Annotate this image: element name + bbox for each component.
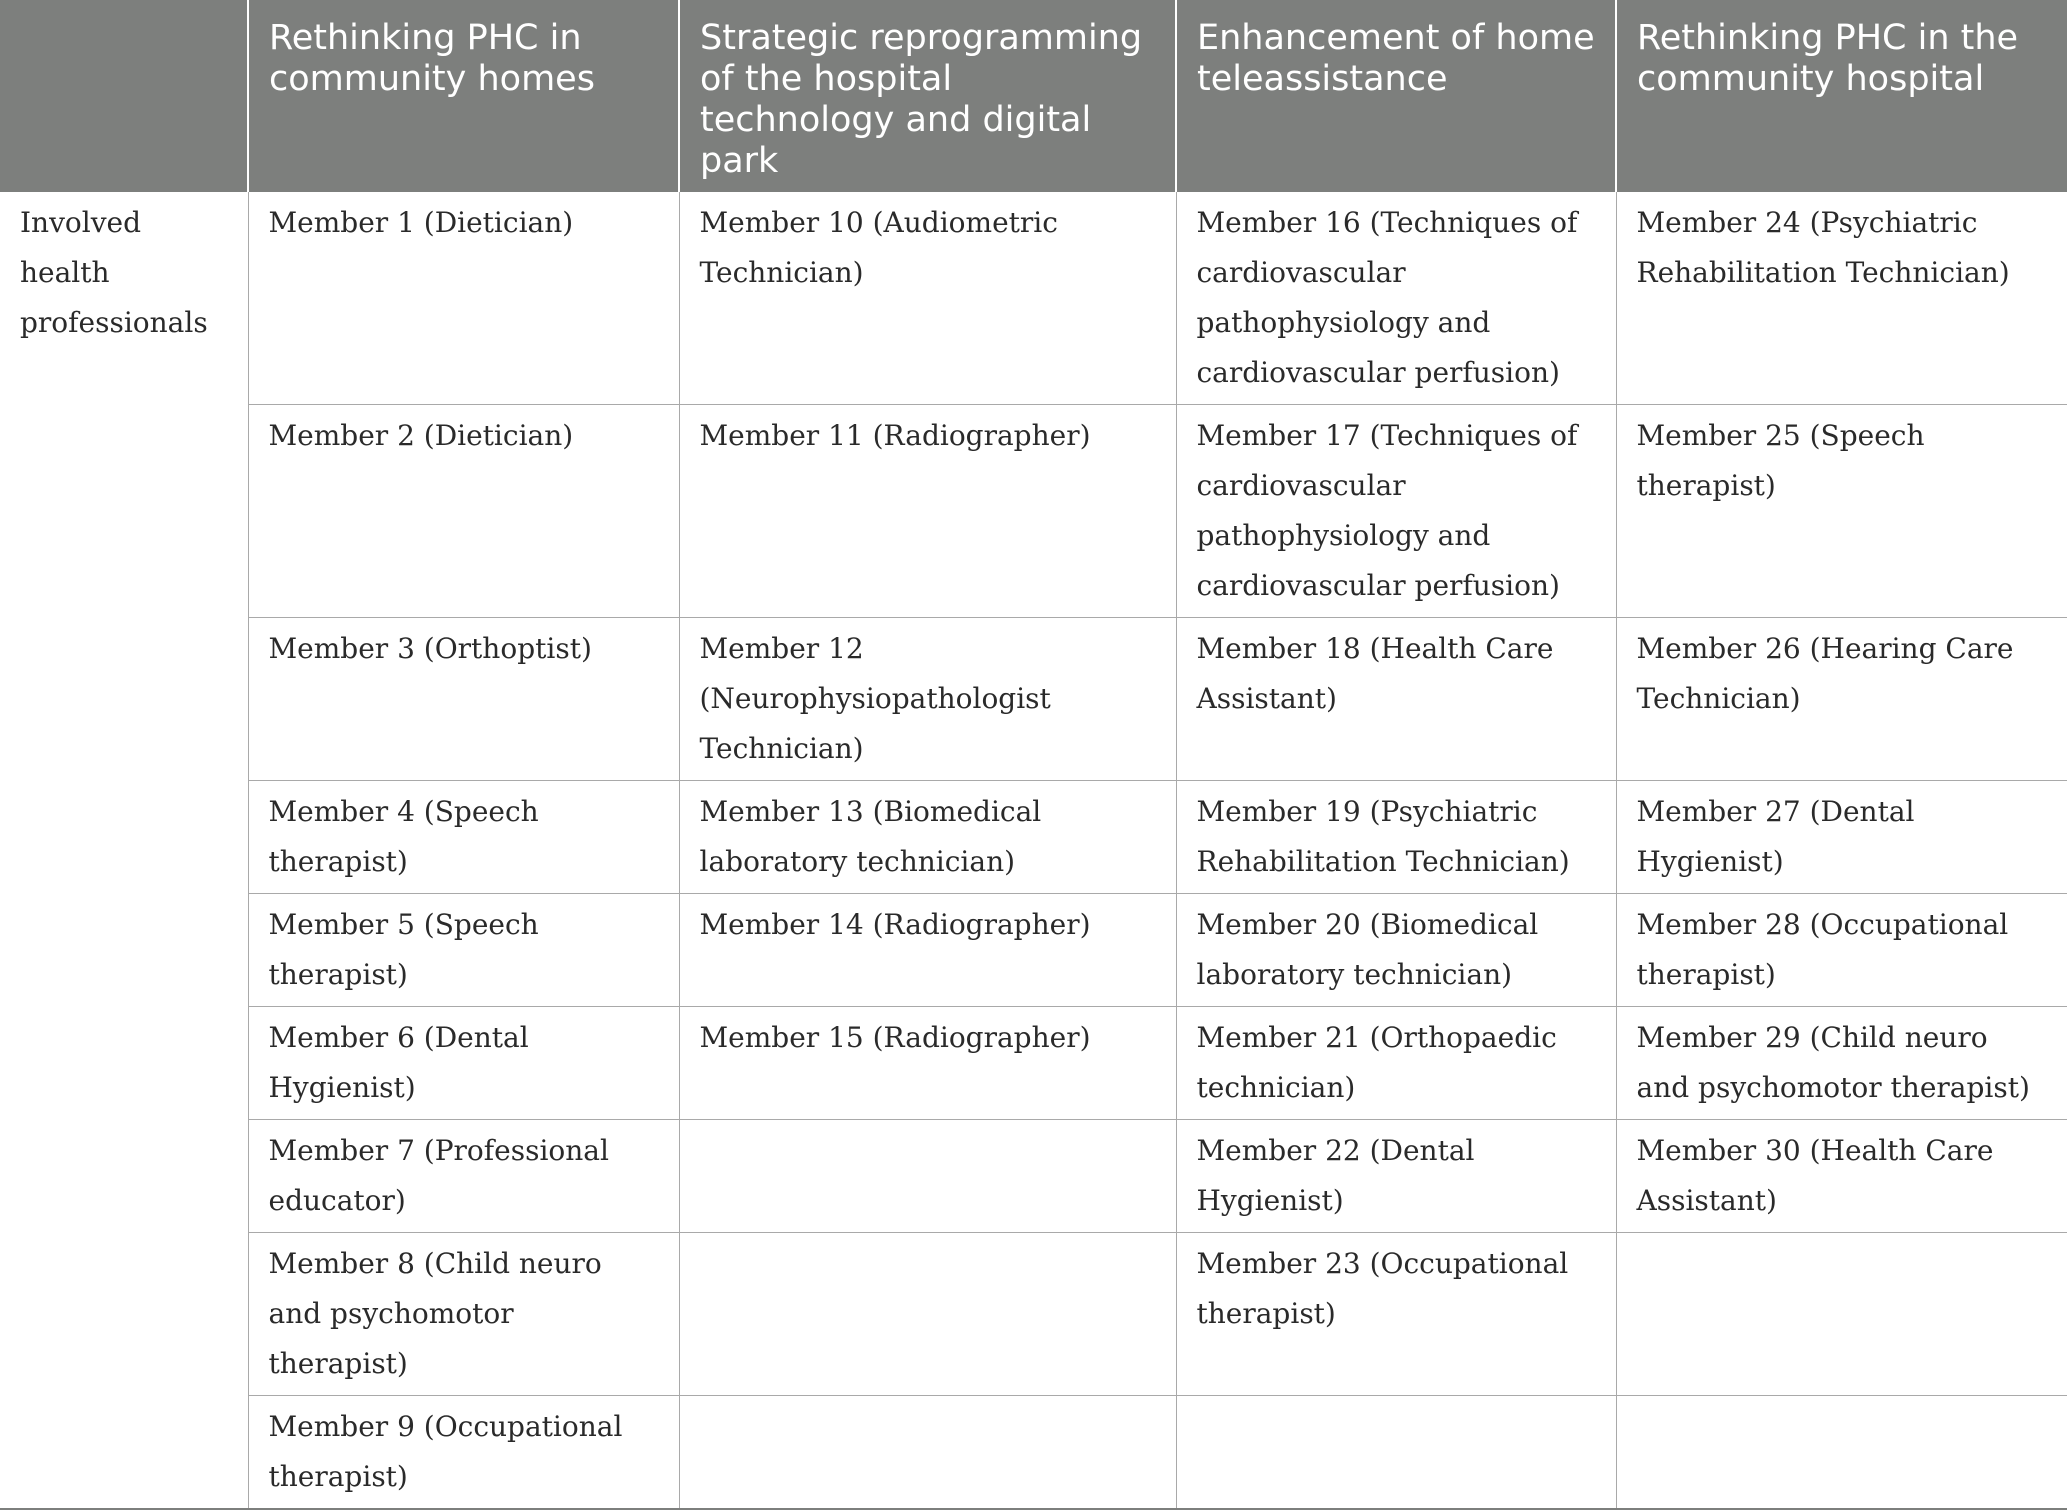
table-cell: Member 25 (Speech therapist) bbox=[1616, 405, 2067, 618]
table-row bbox=[0, 894, 2067, 1007]
table-cell: Member 5 (Speech therapist) bbox=[248, 894, 679, 1007]
table-cell: Member 11 (Radiographer) bbox=[679, 405, 1176, 618]
table-cell: Member 26 (Hearing Care Technician) bbox=[1616, 618, 2067, 781]
header-cell-empty bbox=[0, 0, 248, 192]
table-cell bbox=[1616, 1396, 2067, 1510]
row-label: Involved health professionals bbox=[0, 192, 248, 1509]
table-row bbox=[0, 1396, 2067, 1510]
header-cell-community-hospital: Rethinking PHC in the community hospital bbox=[1616, 0, 2067, 192]
table-cell bbox=[679, 1120, 1176, 1233]
table-cell: Member 7 (Professional educator) bbox=[248, 1120, 679, 1233]
table-cell: Member 17 (Techniques of cardiovascular pathophysiology and cardiovascular perfusion) bbox=[1176, 405, 1616, 618]
table-cell: Member 19 (Psychiatric Rehabilitation Technician) bbox=[1176, 781, 1616, 894]
table-cell: Member 24 (Psychiatric Rehabilitation Technician) bbox=[1616, 192, 2067, 405]
table-cell: Member 27 (Dental Hygienist) bbox=[1616, 781, 2067, 894]
table-cell: Member 12 (Neurophysiopathologist Technician) bbox=[679, 618, 1176, 781]
table-cell: Member 21 (Orthopaedic technician) bbox=[1176, 1007, 1616, 1120]
table-row bbox=[0, 781, 2067, 894]
table-cell: Member 15 (Radiographer) bbox=[679, 1007, 1176, 1120]
table-cell: Member 8 (Child neuro and psychomotor therapist) bbox=[248, 1233, 679, 1396]
table-cell: Member 9 (Occupational therapist) bbox=[248, 1396, 679, 1510]
table-row bbox=[0, 618, 2067, 781]
table-cell: Member 16 (Techniques of cardiovascular pathophysiology and cardiovascular perfusion) bbox=[1176, 192, 1616, 405]
table-row bbox=[0, 405, 2067, 618]
table-cell: Member 20 (Biomedical laboratory technician) bbox=[1176, 894, 1616, 1007]
header-cell-community-homes: Rethinking PHC in community homes bbox=[248, 0, 679, 192]
table-cell: Member 3 (Orthoptist) bbox=[248, 618, 679, 781]
header-cell-teleassistance: Enhancement of home teleassistance bbox=[1176, 0, 1616, 192]
table-cell: Member 18 (Health Care Assistant) bbox=[1176, 618, 1616, 781]
table-cell bbox=[679, 1396, 1176, 1510]
table-cell: Member 28 (Occupational therapist) bbox=[1616, 894, 2067, 1007]
table-cell: Member 30 (Health Care Assistant) bbox=[1616, 1120, 2067, 1233]
table-cell: Member 10 (Audiometric Technician) bbox=[679, 192, 1176, 405]
table-cell: Member 14 (Radiographer) bbox=[679, 894, 1176, 1007]
table-cell bbox=[1176, 1396, 1616, 1510]
table-cell: Member 22 (Dental Hygienist) bbox=[1176, 1120, 1616, 1233]
table-cell: Member 6 (Dental Hygienist) bbox=[248, 1007, 679, 1120]
header-row bbox=[0, 0, 2067, 192]
table-row bbox=[0, 1120, 2067, 1233]
header-cell-technology-park: Strategic reprogramming of the hospital technology and digital park bbox=[679, 0, 1176, 192]
table-row bbox=[0, 1233, 2067, 1396]
table-cell: Member 2 (Dietician) bbox=[248, 405, 679, 618]
table-row bbox=[0, 1007, 2067, 1120]
table-cell: Member 1 (Dietician) bbox=[248, 192, 679, 405]
table-cell: Member 13 (Biomedical laboratory technician) bbox=[679, 781, 1176, 894]
table-cell bbox=[1616, 1233, 2067, 1396]
table-row bbox=[0, 192, 2067, 405]
table-cell: Member 4 (Speech therapist) bbox=[248, 781, 679, 894]
table-cell: Member 23 (Occupational therapist) bbox=[1176, 1233, 1616, 1396]
table-cell bbox=[679, 1233, 1176, 1396]
table-cell: Member 29 (Child neuro and psychomotor therapist) bbox=[1616, 1007, 2067, 1120]
